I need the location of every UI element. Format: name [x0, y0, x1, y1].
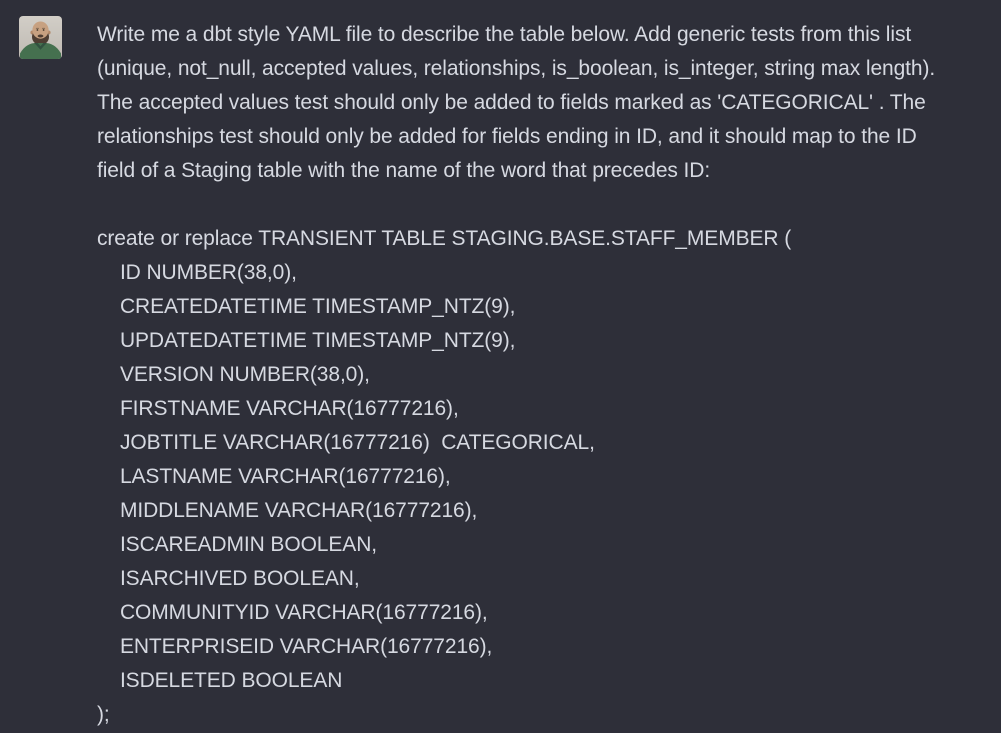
user-message-text [97, 18, 1001, 732]
message-line: ISDELETED BOOLEAN [97, 669, 343, 692]
message-line: field of a Staging table with the name of the word that precedes ID: [97, 159, 711, 182]
message-line: ISARCHIVED BOOLEAN, [97, 567, 360, 590]
message-line: CREATEDATETIME TIMESTAMP_NTZ(9), [97, 295, 516, 318]
user-avatar-image [19, 16, 62, 59]
message-line: Write me a dbt style YAML file to describe the table below. Add generic tests from this list [97, 23, 912, 46]
message-line: LASTNAME VARCHAR(16777216), [97, 465, 451, 488]
message-line: ); [97, 703, 110, 726]
message-line [97, 188, 1001, 222]
message-line: (unique, not_null, accepted values, relationships, is_boolean, is_integer, string max length). [97, 57, 936, 80]
message-line: ENTERPRISEID VARCHAR(16777216), [97, 635, 493, 658]
message-line: UPDATEDATETIME TIMESTAMP_NTZ(9), [97, 329, 516, 352]
message-line: COMMUNITYID VARCHAR(16777216), [97, 601, 488, 624]
message-line: MIDDLENAME VARCHAR(16777216), [97, 499, 478, 522]
message-line: JOBTITLE VARCHAR(16777216) CATEGORICAL, [97, 431, 595, 454]
message-line: FIRSTNAME VARCHAR(16777216), [97, 397, 459, 420]
message-line: VERSION NUMBER(38,0), [97, 363, 370, 386]
message-line: create or replace TRANSIENT TABLE STAGING.BASE.STAFF_MEMBER ( [97, 227, 792, 250]
message-line: ISCAREADMIN BOOLEAN, [97, 533, 377, 556]
message-line: The accepted values test should only be added to fields marked as 'CATEGORICAL' . The [97, 91, 926, 114]
message-line: ID NUMBER(38,0), [97, 261, 297, 284]
message-line: relationships test should only be added for fields ending in ID, and it should map to the ID [97, 125, 917, 148]
user-avatar [19, 16, 62, 59]
